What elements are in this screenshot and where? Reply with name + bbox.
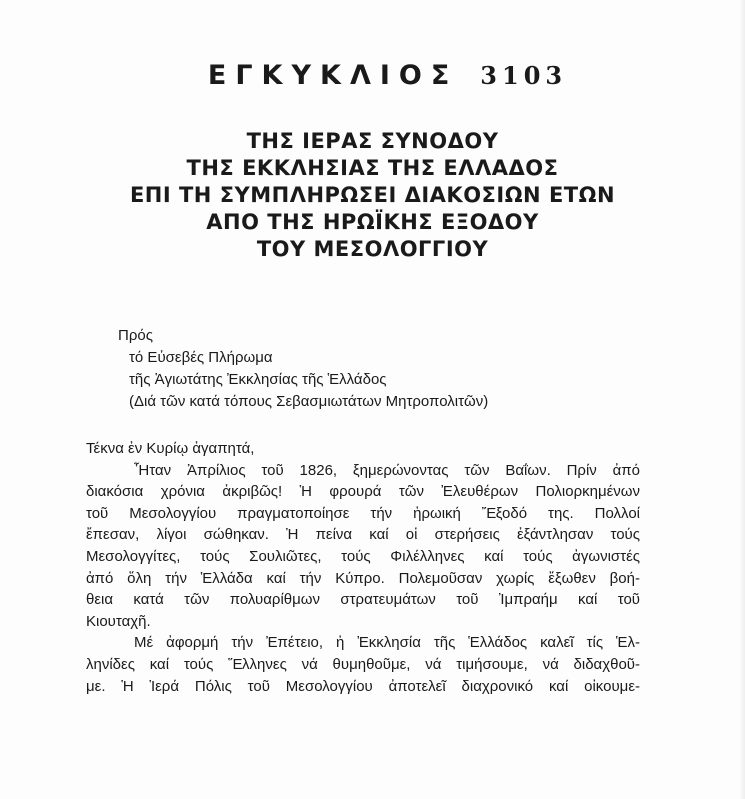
address-line: τό Εὐσεβές Πλήρωμα (129, 349, 273, 366)
paragraph-2 (86, 632, 640, 697)
encyclical-heading (0, 60, 745, 91)
greeting: Τέκνα ἐν Κυρίῳ ἀγαπητά, (86, 440, 255, 457)
paragraph-line: τοῦ Μεσολογγίου πραγματοποίησε τήν ἡρωική Ἔξοδό της. Πολλοί (86, 504, 640, 522)
subheading-line: ΤΟΥ ΜΕΣΟΛΟΓΓΙΟΥ (256, 237, 489, 261)
address-line: Πρός (118, 327, 153, 344)
synod-subheading (0, 128, 745, 263)
address-block (86, 325, 488, 413)
address-line: (Διά τῶν κατά τόπους Σεβασμιωτάτων Μητροπολιτῶν) (129, 393, 489, 410)
paragraph-line: Μεσολογγίτες, τούς Σουλιῶτες, τούς Φιλέλληνες καί τούς ἀγωνιστές (86, 547, 640, 565)
paragraph-1 (86, 460, 640, 633)
paragraph-line: διακόσια χρόνια ἀκριβῶς! Ἡ φρουρά τῶν Ἐλευθέρων Πολιορκημένων (86, 483, 640, 501)
page-edge-shadow (739, 0, 745, 799)
paragraph-line: ἀπό ὅλη τήν Ἑλλάδα καί τήν Κύπρο. Πολεμοῦσαν χωρίς ἔξωθεν βοή- (86, 569, 640, 587)
paragraph-line: με. Ἡ Ἱερά Πόλις τοῦ Μεσολογγίου ἀποτελεῖ διαχρονικό καί οἰκουμε- (86, 677, 640, 695)
paragraph-line: θεια κατά τῶν πολυαρίθμων στρατευμάτων τοῦ Ἰμπραήμ καί τοῦ (86, 591, 640, 609)
paragraph-line: Κιουταχῆ. (86, 612, 151, 630)
paragraph-line: ἔπεσαν, λίγοι σώθηκαν. Ἡ πείνα καί οἱ στερήσεις ἐξάντλησαν τούς (86, 526, 640, 544)
letter-body (86, 438, 640, 697)
subheading-line: ΕΠΙ ΤΗ ΣΥΜΠΛΗΡΩΣΕΙ ΔΙΑΚΟΣΙΩΝ ΕΤΩΝ (129, 183, 616, 207)
encyclical-number: 3103 (480, 61, 568, 90)
subheading-line: ΤΗΣ ΙΕΡΑΣ ΣΥΝΟΔΟΥ (246, 129, 499, 153)
address-line: τῆς Ἁγιωτάτης Ἐκκλησίας τῆς Ἑλλάδος (129, 371, 387, 388)
subheading-line: ΤΗΣ ΕΚΚΛΗΣΙΑΣ ΤΗΣ ΕΛΛΑΔΟΣ (186, 156, 559, 180)
paragraph-line: Ἦταν Ἀπρίλιος τοῦ 1826, ξημερώνοντας τῶν Βαΐων. Πρίν ἀπό (134, 461, 640, 479)
paragraph-line: Μέ ἀφορμή τήν Ἐπέτειο, ἡ Ἐκκλησία τῆς Ἑλλάδος καλεῖ τίς Ἑλ- (134, 634, 640, 652)
paragraph-line: ληνίδες καί τούς Ἕλληνες νά θυμηθοῦμε, νά τιμήσουμε, νά διδαχθοῦ- (86, 655, 640, 673)
subheading-line: ΑΠΟ ΤΗΣ ΗΡΩΪΚΗΣ ΕΞΟΔΟΥ (206, 210, 539, 234)
encyclical-title: ΕΓΚΥΚΛΙΟΣ (207, 60, 459, 91)
